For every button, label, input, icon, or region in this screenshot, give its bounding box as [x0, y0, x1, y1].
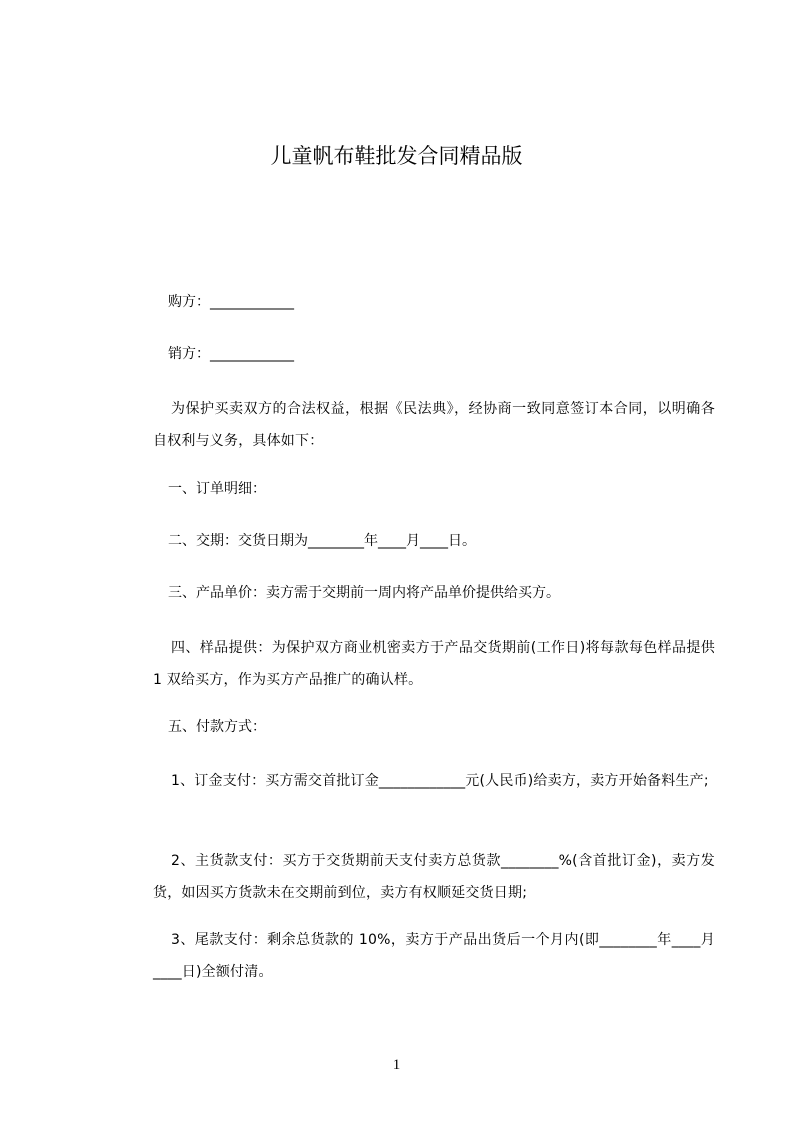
clause-samples: 四、样品提供：为保护双方商业机密卖方于产品交货期前(工作日)将每款每色样品提供 1 双给买方，作为买方产品推广的确认样。	[153, 640, 715, 688]
clause-payment-method: 五、付款方式：	[168, 719, 266, 735]
intro-paragraph: 为保护买卖双方的合法权益，根据《民法典》，经协商一致同意签订本合同，以明确各自权利与义务，具体如下：	[153, 401, 715, 449]
document-title: 儿童帆布鞋批发合同精品版	[270, 144, 523, 168]
page-number: 1	[392, 1057, 401, 1073]
clause-order-details: 一、订单明细：	[168, 481, 266, 497]
payment-main: 2、主货款支付：买方于交货期前天支付卖方总货款________%(含首批订金)，卖方发货，如因买方货款未在交期前到位，卖方有权顺延交货日期;	[153, 853, 715, 901]
seller-line: 销方：____________	[168, 346, 294, 362]
clause-unit-price: 三、产品单价：卖方需于交期前一周内将产品单价提供给买方。	[168, 585, 560, 601]
payment-deposit: 1、订金支付：买方需交首批订金____________元(人民币)给卖方，卖方开始备料生产;	[171, 773, 709, 789]
buyer-line: 购方：____________	[168, 294, 294, 310]
clause-delivery-date: 二、交期：交货日期为________年____月____日。	[168, 533, 476, 549]
payment-balance: 3、尾款支付：剩余总货款的 10%，卖方于产品出货后一个月内(即________年____月____日)全额付清。	[153, 932, 715, 980]
